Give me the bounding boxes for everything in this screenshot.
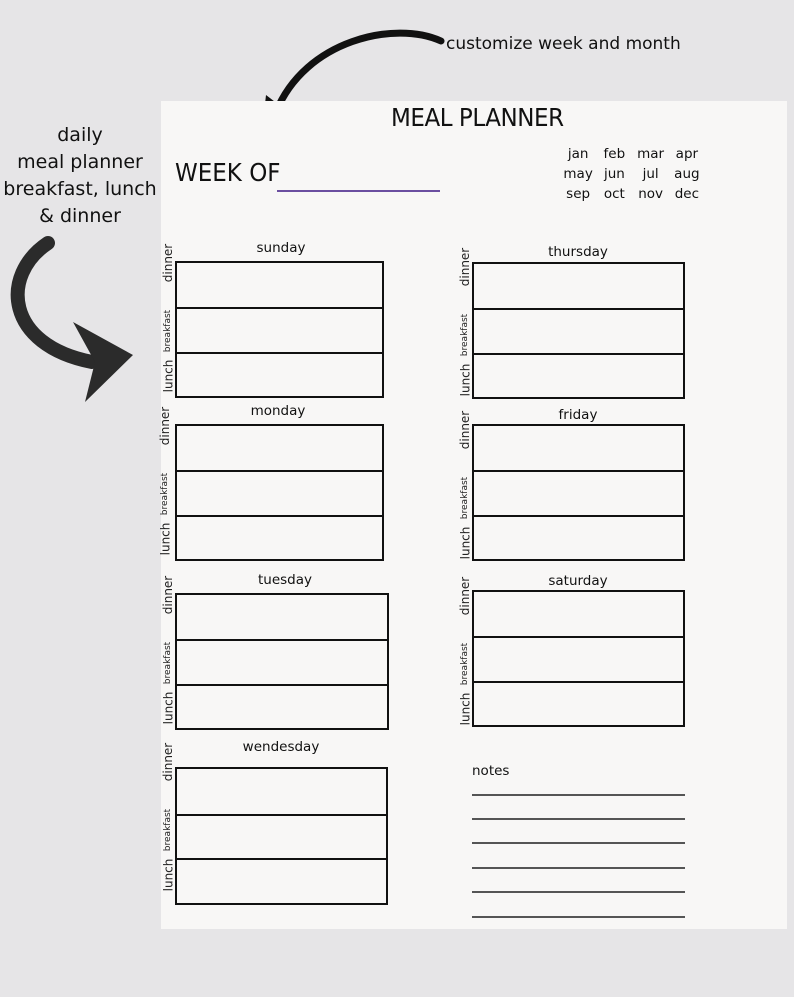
breakfast-cell[interactable] (177, 263, 382, 307)
month-item[interactable]: jun (603, 166, 625, 182)
meal-box (472, 424, 685, 561)
meal-label-breakfast: breakfast (460, 642, 471, 685)
annotation-customize: customize week and month (446, 34, 681, 54)
month-item[interactable]: nov (638, 186, 664, 202)
day-saturday (458, 573, 698, 733)
meal-label-lunch: lunch (458, 692, 472, 725)
meal-label-breakfast: breakfast (163, 641, 174, 684)
dinner-cell[interactable] (474, 681, 683, 725)
meal-label-dinner: dinner (158, 406, 173, 445)
note-line[interactable] (472, 891, 685, 893)
breakfast-cell[interactable] (474, 264, 683, 308)
breakfast-cell[interactable] (474, 426, 683, 470)
meal-label-dinner: dinner (458, 576, 473, 615)
month-item[interactable]: jul (642, 166, 659, 182)
month-item[interactable]: sep (566, 186, 591, 202)
month-item[interactable]: mar (637, 146, 665, 162)
month-item[interactable]: dec (674, 186, 700, 202)
meal-label-dinner: dinner (458, 247, 473, 286)
lunch-cell[interactable] (474, 308, 683, 352)
week-of-label: WEEK OF (175, 158, 281, 187)
meal-box (472, 590, 685, 727)
month-item[interactable]: oct (603, 186, 625, 202)
dinner-cell[interactable] (177, 515, 382, 559)
day-monday (158, 403, 398, 563)
lunch-cell[interactable] (177, 470, 382, 514)
dinner-cell[interactable] (177, 684, 387, 728)
week-of-input-line[interactable] (277, 190, 440, 192)
day-sunday (161, 240, 401, 400)
planner-sheet (158, 101, 787, 929)
meal-label-lunch: lunch (161, 691, 175, 724)
lunch-cell[interactable] (177, 814, 386, 859)
day-label-thursday: thursday (548, 244, 608, 260)
meal-label-lunch: lunch (458, 363, 472, 396)
page-title: MEAL PLANNER (391, 103, 564, 132)
meal-label-lunch: lunch (161, 858, 175, 891)
meal-label-breakfast: breakfast (163, 309, 174, 352)
meal-box (472, 262, 685, 399)
month-item[interactable]: may (563, 166, 593, 182)
notes-label: notes (472, 763, 510, 779)
meal-label-dinner: dinner (161, 742, 176, 781)
meal-box (175, 593, 389, 730)
meal-label-dinner: dinner (458, 410, 473, 449)
month-grid (560, 145, 705, 203)
annotation-line-3: breakfast, lunch (3, 178, 157, 200)
dinner-cell[interactable] (474, 515, 683, 559)
breakfast-cell[interactable] (177, 595, 387, 639)
notes-section (472, 763, 685, 779)
meal-label-dinner: dinner (161, 575, 176, 614)
note-line[interactable] (472, 842, 685, 844)
day-label-monday: monday (250, 403, 306, 419)
day-tuesday (161, 572, 401, 732)
lunch-cell[interactable] (474, 470, 683, 514)
lunch-cell[interactable] (474, 636, 683, 680)
left-arrow-icon (18, 243, 92, 362)
day-label-tuesday: tuesday (257, 572, 313, 588)
note-line[interactable] (472, 916, 685, 918)
meal-box (175, 767, 388, 905)
meal-box (175, 424, 384, 561)
annotation-line-4: & dinner (39, 205, 121, 227)
month-item[interactable]: apr (675, 146, 699, 162)
meal-label-dinner: dinner (161, 243, 176, 282)
annotation-line-2: meal planner (17, 151, 143, 173)
lunch-cell[interactable] (177, 639, 387, 683)
day-friday (458, 407, 698, 567)
month-item[interactable]: jan (567, 146, 589, 162)
day-label-wednesday: wendesday (242, 739, 320, 755)
dinner-cell[interactable] (177, 352, 382, 396)
month-item[interactable]: feb (603, 146, 626, 162)
lunch-cell[interactable] (177, 307, 382, 351)
meal-box (175, 261, 384, 398)
meal-label-lunch: lunch (158, 522, 172, 555)
breakfast-cell[interactable] (177, 769, 386, 814)
breakfast-cell[interactable] (177, 426, 382, 470)
meal-label-breakfast: breakfast (163, 808, 174, 851)
day-label-sunday: sunday (256, 240, 306, 256)
day-thursday (458, 244, 698, 404)
dinner-cell[interactable] (474, 353, 683, 397)
month-item[interactable]: aug (674, 166, 700, 182)
meal-label-breakfast: breakfast (160, 472, 171, 515)
meal-label-breakfast: breakfast (460, 476, 471, 519)
dinner-cell[interactable] (177, 858, 386, 903)
breakfast-cell[interactable] (474, 592, 683, 636)
day-label-friday: friday (558, 407, 598, 423)
day-label-saturday: saturday (548, 573, 608, 589)
meal-label-lunch: lunch (458, 526, 472, 559)
note-line[interactable] (472, 818, 685, 820)
note-line[interactable] (472, 867, 685, 869)
meal-label-lunch: lunch (161, 359, 175, 392)
day-wednesday (161, 739, 401, 909)
annotation-line-1: daily (57, 124, 103, 146)
note-line[interactable] (472, 794, 685, 796)
meal-label-breakfast: breakfast (460, 313, 471, 356)
